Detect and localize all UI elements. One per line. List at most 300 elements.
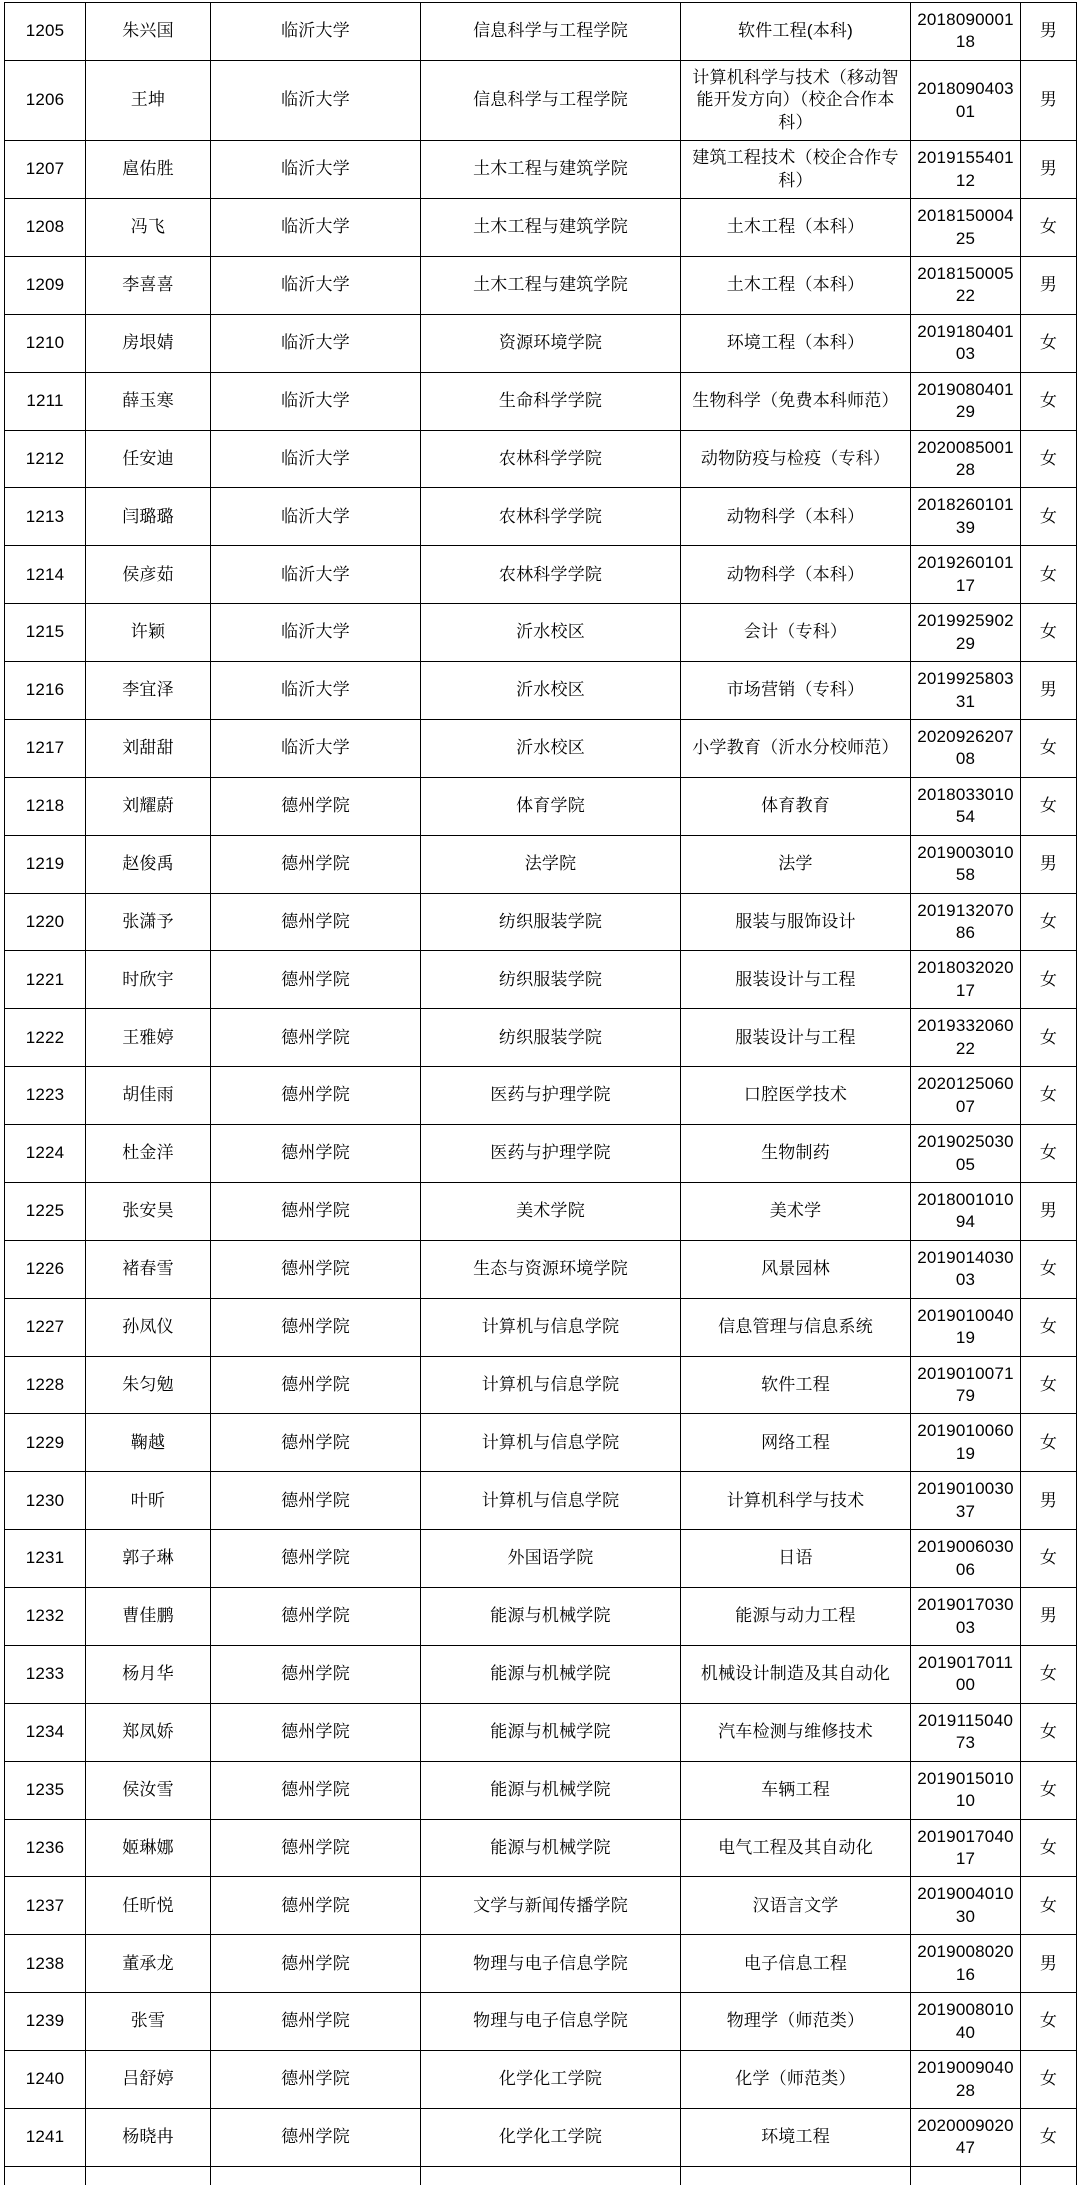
cell-seq: 1241	[5, 2108, 86, 2166]
cell-major: 电气工程及其自动化	[681, 1819, 911, 1877]
table-row	[5, 893, 1077, 951]
cell-name: 任昕悦	[86, 1877, 211, 1935]
cell-major: 市场营销（专科）	[681, 662, 911, 720]
cell-id: 201911504073	[911, 1703, 1021, 1761]
cell-name: 叶昕	[86, 1472, 211, 1530]
cell-major-partial	[681, 2166, 911, 2185]
cell-college: 外国语学院	[421, 1530, 681, 1588]
cell-college: 生态与资源环境学院	[421, 1240, 681, 1298]
table-row	[5, 430, 1077, 488]
cell-seq: 1212	[5, 430, 86, 488]
table-row-partial	[5, 2166, 1077, 2185]
cell-gender: 女	[1021, 1530, 1077, 1588]
cell-college: 化学化工学院	[421, 2051, 681, 2109]
cell-gender: 女	[1021, 777, 1077, 835]
cell-major: 计算机科学与技术	[681, 1472, 911, 1530]
cell-id: 201809040301	[911, 60, 1021, 140]
cell-major: 化学（师范类）	[681, 2051, 911, 2109]
cell-name-partial	[86, 2166, 211, 2185]
cell-id: 201901007179	[911, 1356, 1021, 1414]
cell-name: 杜金洋	[86, 1125, 211, 1183]
cell-seq: 1232	[5, 1588, 86, 1646]
cell-seq: 1222	[5, 1009, 86, 1067]
cell-name: 杨月华	[86, 1645, 211, 1703]
table-row	[5, 256, 1077, 314]
cell-name: 张雪	[86, 1993, 211, 2051]
cell-seq: 1207	[5, 141, 86, 199]
cell-id: 202008500128	[911, 430, 1021, 488]
cell-gender: 男	[1021, 835, 1077, 893]
cell-name: 孙凤仪	[86, 1298, 211, 1356]
table-row	[5, 1356, 1077, 1414]
cell-school: 德州学院	[211, 1588, 421, 1646]
table-row	[5, 1182, 1077, 1240]
cell-gender: 女	[1021, 1125, 1077, 1183]
cell-id: 201900801040	[911, 1993, 1021, 2051]
cell-major: 土木工程（本科）	[681, 256, 911, 314]
cell-college: 医药与护理学院	[421, 1125, 681, 1183]
cell-id: 201913207086	[911, 893, 1021, 951]
cell-school: 临沂大学	[211, 662, 421, 720]
cell-school: 德州学院	[211, 1703, 421, 1761]
cell-college: 沂水校区	[421, 662, 681, 720]
cell-seq: 1205	[5, 3, 86, 61]
cell-major: 软件工程(本科)	[681, 3, 911, 61]
table-row	[5, 488, 1077, 546]
cell-school: 德州学院	[211, 1356, 421, 1414]
cell-college: 沂水校区	[421, 604, 681, 662]
cell-id: 201809000118	[911, 3, 1021, 61]
table-row	[5, 951, 1077, 1009]
cell-seq: 1239	[5, 1993, 86, 2051]
cell-seq: 1206	[5, 60, 86, 140]
cell-school: 临沂大学	[211, 3, 421, 61]
cell-gender: 女	[1021, 1414, 1077, 1472]
cell-school: 德州学院	[211, 1240, 421, 1298]
table-row	[5, 1472, 1077, 1530]
cell-major: 小学教育（沂水分校师范）	[681, 719, 911, 777]
cell-college: 信息科学与工程学院	[421, 3, 681, 61]
table-row	[5, 546, 1077, 604]
cell-seq: 1234	[5, 1703, 86, 1761]
cell-name: 郑凤娇	[86, 1703, 211, 1761]
cell-name: 杨晓冉	[86, 2108, 211, 2166]
cell-major: 动物防疫与检疫（专科）	[681, 430, 911, 488]
cell-major: 法学	[681, 835, 911, 893]
cell-college: 纺织服装学院	[421, 893, 681, 951]
cell-seq: 1220	[5, 893, 86, 951]
table-row	[5, 1240, 1077, 1298]
cell-major: 服装设计与工程	[681, 1009, 911, 1067]
table-row	[5, 1298, 1077, 1356]
table-row	[5, 1530, 1077, 1588]
cell-gender: 女	[1021, 1877, 1077, 1935]
cell-name: 刘甜甜	[86, 719, 211, 777]
cell-id: 201900401030	[911, 1877, 1021, 1935]
table-row	[5, 604, 1077, 662]
cell-seq: 1213	[5, 488, 86, 546]
table-row	[5, 314, 1077, 372]
table-row	[5, 1125, 1077, 1183]
cell-school: 德州学院	[211, 835, 421, 893]
cell-id: 201900802016	[911, 1935, 1021, 1993]
cell-seq: 1231	[5, 1530, 86, 1588]
cell-name: 曹佳鹏	[86, 1588, 211, 1646]
cell-major: 土木工程（本科）	[681, 199, 911, 257]
cell-major: 建筑工程技术（校企合作专科）	[681, 141, 911, 199]
cell-seq: 1229	[5, 1414, 86, 1472]
cell-id: 201926010117	[911, 546, 1021, 604]
cell-seq: 1210	[5, 314, 86, 372]
cell-college: 沂水校区	[421, 719, 681, 777]
cell-id: 202000902047	[911, 2108, 1021, 2166]
cell-college: 美术学院	[421, 1182, 681, 1240]
cell-name: 李宜泽	[86, 662, 211, 720]
cell-name: 闫璐璐	[86, 488, 211, 546]
cell-name: 侯汝雪	[86, 1761, 211, 1819]
cell-id: 201900603006	[911, 1530, 1021, 1588]
cell-seq: 1214	[5, 546, 86, 604]
cell-id: 202012506007	[911, 1067, 1021, 1125]
table-row	[5, 1009, 1077, 1067]
cell-school: 临沂大学	[211, 199, 421, 257]
cell-name: 鞠越	[86, 1414, 211, 1472]
table-row	[5, 1761, 1077, 1819]
cell-id: 201900301058	[911, 835, 1021, 893]
cell-seq: 1226	[5, 1240, 86, 1298]
cell-major: 生物制药	[681, 1125, 911, 1183]
cell-school: 德州学院	[211, 1993, 421, 2051]
cell-name: 许颖	[86, 604, 211, 662]
cell-seq: 1235	[5, 1761, 86, 1819]
cell-id: 201815000425	[911, 199, 1021, 257]
table-row	[5, 2108, 1077, 2166]
cell-id: 201803301054	[911, 777, 1021, 835]
table-row	[5, 2051, 1077, 2109]
cell-gender: 女	[1021, 1645, 1077, 1703]
cell-college: 计算机与信息学院	[421, 1414, 681, 1472]
cell-school: 德州学院	[211, 1298, 421, 1356]
cell-college: 计算机与信息学院	[421, 1356, 681, 1414]
cell-id: 201901703003	[911, 1588, 1021, 1646]
cell-gender-partial	[1021, 2166, 1077, 2185]
cell-seq: 1238	[5, 1935, 86, 1993]
cell-school: 临沂大学	[211, 430, 421, 488]
cell-seq: 1227	[5, 1298, 86, 1356]
table-row	[5, 1935, 1077, 1993]
cell-school: 德州学院	[211, 1414, 421, 1472]
cell-name: 刘耀蔚	[86, 777, 211, 835]
cell-gender: 女	[1021, 430, 1077, 488]
cell-name: 胡佳雨	[86, 1067, 211, 1125]
cell-gender: 女	[1021, 1703, 1077, 1761]
cell-major: 网络工程	[681, 1414, 911, 1472]
cell-college: 计算机与信息学院	[421, 1298, 681, 1356]
cell-name: 王坤	[86, 60, 211, 140]
cell-gender: 女	[1021, 1819, 1077, 1877]
cell-college: 纺织服装学院	[421, 1009, 681, 1067]
cell-major: 动物科学（本科）	[681, 546, 911, 604]
table-row	[5, 3, 1077, 61]
cell-name: 房垠婧	[86, 314, 211, 372]
cell-name: 郭子琳	[86, 1530, 211, 1588]
cell-school: 临沂大学	[211, 546, 421, 604]
cell-gender: 男	[1021, 3, 1077, 61]
cell-gender: 女	[1021, 604, 1077, 662]
cell-name: 李喜喜	[86, 256, 211, 314]
cell-id: 201908040129	[911, 372, 1021, 430]
cell-seq: 1217	[5, 719, 86, 777]
table-row	[5, 199, 1077, 257]
cell-college: 能源与机械学院	[421, 1761, 681, 1819]
cell-gender: 女	[1021, 199, 1077, 257]
cell-major: 环境工程	[681, 2108, 911, 2166]
cell-id: 201901704017	[911, 1819, 1021, 1877]
cell-major: 汉语言文学	[681, 1877, 911, 1935]
cell-id: 201900904028	[911, 2051, 1021, 2109]
cell-id: 201826010139	[911, 488, 1021, 546]
cell-seq: 1223	[5, 1067, 86, 1125]
cell-gender: 男	[1021, 141, 1077, 199]
cell-major: 计算机科学与技术（移动智能开发方向）（校企合作本科）	[681, 60, 911, 140]
cell-gender: 女	[1021, 719, 1077, 777]
cell-seq: 1230	[5, 1472, 86, 1530]
table-row	[5, 1645, 1077, 1703]
cell-school: 临沂大学	[211, 488, 421, 546]
cell-college: 计算机与信息学院	[421, 1472, 681, 1530]
cell-college: 能源与机械学院	[421, 1645, 681, 1703]
cell-college: 土木工程与建筑学院	[421, 141, 681, 199]
cell-gender: 女	[1021, 1298, 1077, 1356]
cell-school: 德州学院	[211, 1819, 421, 1877]
cell-gender: 女	[1021, 488, 1077, 546]
table-row	[5, 1588, 1077, 1646]
cell-major: 生物科学（免费本科师范）	[681, 372, 911, 430]
cell-seq: 1211	[5, 372, 86, 430]
cell-name: 赵俊禹	[86, 835, 211, 893]
cell-school: 德州学院	[211, 777, 421, 835]
cell-college: 医药与护理学院	[421, 1067, 681, 1125]
cell-major: 美术学	[681, 1182, 911, 1240]
cell-major: 服装设计与工程	[681, 951, 911, 1009]
cell-name: 吕舒婷	[86, 2051, 211, 2109]
cell-college: 物理与电子信息学院	[421, 1935, 681, 1993]
cell-id: 201915540112	[911, 141, 1021, 199]
cell-major: 物理学（师范类）	[681, 1993, 911, 2051]
cell-school: 德州学院	[211, 1761, 421, 1819]
cell-school: 德州学院	[211, 1009, 421, 1067]
table-row	[5, 1819, 1077, 1877]
cell-name: 王雅婷	[86, 1009, 211, 1067]
cell-id: 201992590229	[911, 604, 1021, 662]
cell-id: 201901006019	[911, 1414, 1021, 1472]
cell-school: 德州学院	[211, 1645, 421, 1703]
cell-gender: 男	[1021, 60, 1077, 140]
cell-gender: 女	[1021, 2051, 1077, 2109]
cell-id: 202092620708	[911, 719, 1021, 777]
cell-seq: 1215	[5, 604, 86, 662]
cell-id: 201902503005	[911, 1125, 1021, 1183]
cell-id: 201901004019	[911, 1298, 1021, 1356]
cell-name: 姬琳娜	[86, 1819, 211, 1877]
cell-gender: 男	[1021, 1472, 1077, 1530]
cell-seq-partial	[5, 2166, 86, 2185]
cell-major: 信息管理与信息系统	[681, 1298, 911, 1356]
cell-major: 体育教育	[681, 777, 911, 835]
cell-school: 德州学院	[211, 1935, 421, 1993]
cell-college: 农林科学学院	[421, 488, 681, 546]
cell-gender: 男	[1021, 1182, 1077, 1240]
cell-gender: 男	[1021, 1588, 1077, 1646]
table-row	[5, 777, 1077, 835]
cell-gender: 女	[1021, 1240, 1077, 1298]
cell-id: 201918040103	[911, 314, 1021, 372]
cell-name: 扈佑胜	[86, 141, 211, 199]
cell-seq: 1233	[5, 1645, 86, 1703]
cell-gender: 女	[1021, 1356, 1077, 1414]
table-row	[5, 372, 1077, 430]
cell-school: 德州学院	[211, 2108, 421, 2166]
cell-name: 朱匀勉	[86, 1356, 211, 1414]
cell-major: 风景园林	[681, 1240, 911, 1298]
cell-major: 能源与动力工程	[681, 1588, 911, 1646]
cell-name: 褚春雪	[86, 1240, 211, 1298]
table-row	[5, 719, 1077, 777]
cell-name: 张潇予	[86, 893, 211, 951]
cell-major: 汽车检测与维修技术	[681, 1703, 911, 1761]
table-row	[5, 1414, 1077, 1472]
roster-table-body	[5, 3, 1077, 2185]
roster-table	[4, 2, 1077, 2185]
cell-id: 201901403003	[911, 1240, 1021, 1298]
cell-major: 会计（专科）	[681, 604, 911, 662]
cell-school: 临沂大学	[211, 372, 421, 430]
cell-school: 德州学院	[211, 893, 421, 951]
cell-college: 能源与机械学院	[421, 1588, 681, 1646]
cell-school: 临沂大学	[211, 60, 421, 140]
cell-major: 环境工程（本科）	[681, 314, 911, 372]
cell-school: 临沂大学	[211, 141, 421, 199]
cell-school: 临沂大学	[211, 604, 421, 662]
cell-school: 德州学院	[211, 951, 421, 1009]
cell-gender: 女	[1021, 546, 1077, 604]
cell-id: 201901501010	[911, 1761, 1021, 1819]
table-row	[5, 1993, 1077, 2051]
cell-seq: 1228	[5, 1356, 86, 1414]
cell-school: 临沂大学	[211, 314, 421, 372]
cell-id: 201933206022	[911, 1009, 1021, 1067]
cell-major: 服装与服饰设计	[681, 893, 911, 951]
cell-college: 资源环境学院	[421, 314, 681, 372]
cell-school: 德州学院	[211, 2051, 421, 2109]
cell-id: 201803202017	[911, 951, 1021, 1009]
cell-school: 德州学院	[211, 1125, 421, 1183]
cell-id: 201992580331	[911, 662, 1021, 720]
cell-gender: 女	[1021, 893, 1077, 951]
cell-id-partial	[911, 2166, 1021, 2185]
cell-name: 冯飞	[86, 199, 211, 257]
cell-seq: 1208	[5, 199, 86, 257]
cell-name: 任安迪	[86, 430, 211, 488]
cell-gender: 男	[1021, 1935, 1077, 1993]
cell-college: 能源与机械学院	[421, 1703, 681, 1761]
cell-college: 纺织服装学院	[421, 951, 681, 1009]
cell-school: 德州学院	[211, 1877, 421, 1935]
cell-gender: 男	[1021, 662, 1077, 720]
cell-seq: 1225	[5, 1182, 86, 1240]
table-row	[5, 835, 1077, 893]
cell-college: 法学院	[421, 835, 681, 893]
cell-major: 动物科学（本科）	[681, 488, 911, 546]
table-row	[5, 1067, 1077, 1125]
cell-school: 临沂大学	[211, 256, 421, 314]
cell-seq: 1237	[5, 1877, 86, 1935]
table-row	[5, 662, 1077, 720]
cell-school: 德州学院	[211, 1472, 421, 1530]
table-row	[5, 1877, 1077, 1935]
cell-seq: 1236	[5, 1819, 86, 1877]
table-row	[5, 1703, 1077, 1761]
cell-seq: 1216	[5, 662, 86, 720]
cell-seq: 1219	[5, 835, 86, 893]
cell-name: 董承龙	[86, 1935, 211, 1993]
cell-school: 德州学院	[211, 1182, 421, 1240]
cell-college: 生命科学学院	[421, 372, 681, 430]
table-row	[5, 141, 1077, 199]
cell-gender: 女	[1021, 1067, 1077, 1125]
cell-seq: 1224	[5, 1125, 86, 1183]
cell-major: 车辆工程	[681, 1761, 911, 1819]
cell-gender: 女	[1021, 1993, 1077, 2051]
cell-gender: 女	[1021, 1761, 1077, 1819]
cell-school: 临沂大学	[211, 719, 421, 777]
cell-college-partial	[421, 2166, 681, 2185]
cell-name: 朱兴国	[86, 3, 211, 61]
cell-major: 口腔医学技术	[681, 1067, 911, 1125]
cell-college: 农林科学学院	[421, 546, 681, 604]
cell-seq: 1218	[5, 777, 86, 835]
cell-id: 201800101094	[911, 1182, 1021, 1240]
cell-college: 体育学院	[421, 777, 681, 835]
cell-gender: 女	[1021, 372, 1077, 430]
cell-gender: 男	[1021, 256, 1077, 314]
cell-college: 土木工程与建筑学院	[421, 199, 681, 257]
cell-seq: 1221	[5, 951, 86, 1009]
cell-college: 土木工程与建筑学院	[421, 256, 681, 314]
cell-school: 德州学院	[211, 1530, 421, 1588]
cell-name: 时欣宇	[86, 951, 211, 1009]
cell-major: 电子信息工程	[681, 1935, 911, 1993]
cell-name: 薛玉寒	[86, 372, 211, 430]
cell-major: 软件工程	[681, 1356, 911, 1414]
table-row	[5, 60, 1077, 140]
cell-id: 201901003037	[911, 1472, 1021, 1530]
cell-gender: 女	[1021, 951, 1077, 1009]
cell-seq: 1240	[5, 2051, 86, 2109]
cell-name: 侯彦茹	[86, 546, 211, 604]
cell-id: 201815000522	[911, 256, 1021, 314]
cell-college: 信息科学与工程学院	[421, 60, 681, 140]
cell-college: 能源与机械学院	[421, 1819, 681, 1877]
cell-seq: 1209	[5, 256, 86, 314]
cell-gender: 女	[1021, 1009, 1077, 1067]
cell-school: 德州学院	[211, 1067, 421, 1125]
cell-gender: 女	[1021, 2108, 1077, 2166]
cell-major: 机械设计制造及其自动化	[681, 1645, 911, 1703]
cell-college: 农林科学学院	[421, 430, 681, 488]
cell-college: 物理与电子信息学院	[421, 1993, 681, 2051]
cell-gender: 女	[1021, 314, 1077, 372]
